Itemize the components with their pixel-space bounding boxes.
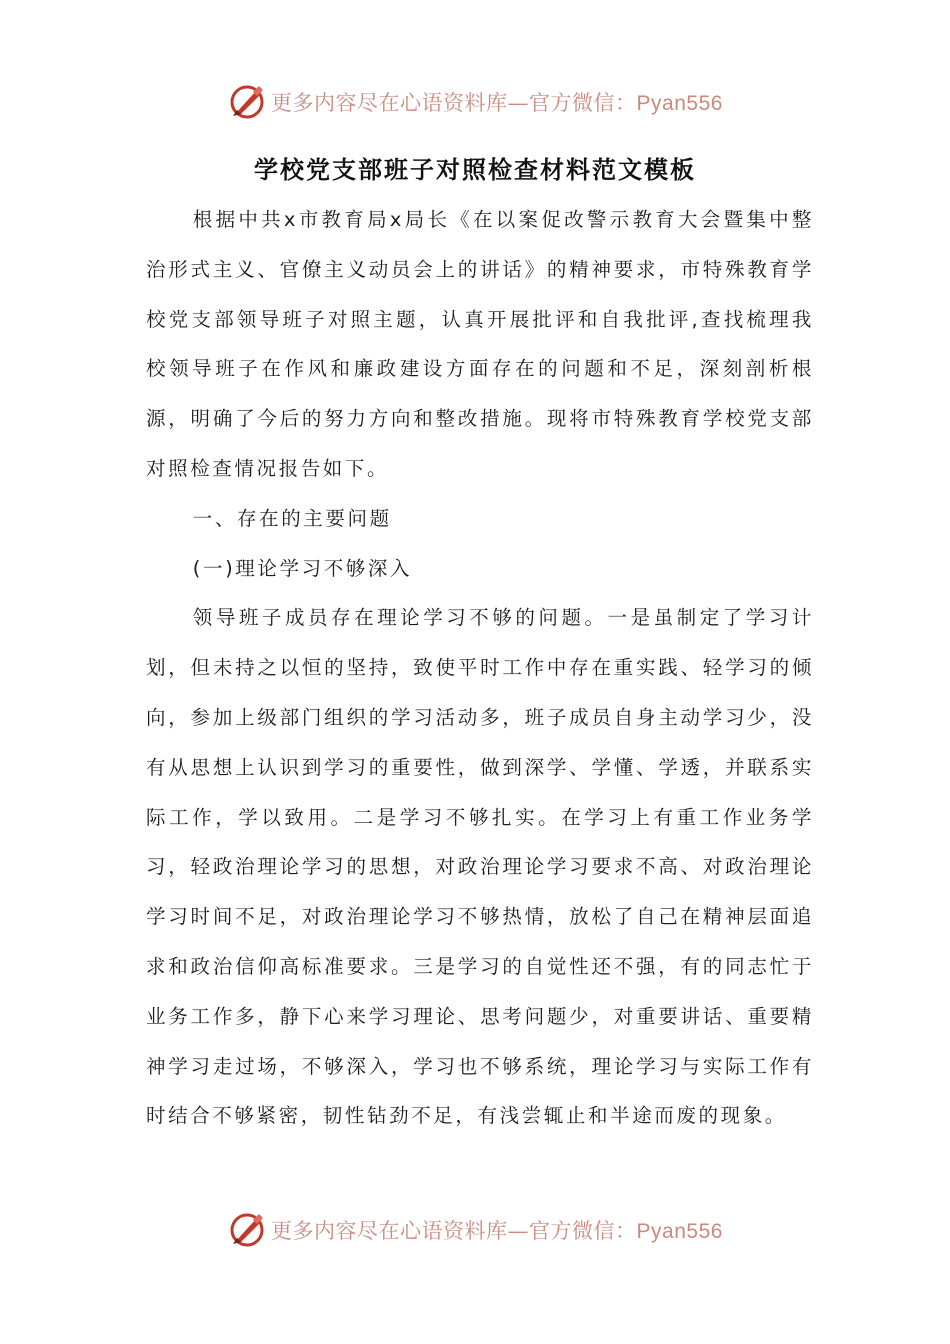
paragraph-body: 领导班子成员存在理论学习不够的问题。一是虽制定了学习计划，但未持之以恒的坚持，致使平时工作中存在重实践、轻学习的倾向，参加上级部门组织的学习活动多，班子成员自身主动学习少，没有从思想上认识到学习的重要性，做到深学、学懂、学透，并联系实际工作，学以致用。二是学习不够扎实。在学习上有重工作业务学习，轻政治理论学习的思想，对政治理论学习要求不高、对政治理论学习时间不足，对政治理论学习不够热情，放松了自己在精神层面追求和政治信仰高标准要求。三是学习的自觉性还不强，有的同志忙于业务工作多，静下心来学习理论、思考问题少，对重要讲话、重要精神学习走过场，不够深入，学习也不够系统，理论学习与实际工作有时结合不够紧密，韧性钻劲不足，有浅尝辄止和半途而废的现象。 — [146, 606, 814, 1128]
header-watermark-banner — [0, 80, 950, 124]
banner-text — [271, 87, 723, 117]
document-title: 学校党支部班子对照检查材料范文模板 — [254, 156, 696, 184]
document-body — [146, 195, 814, 1141]
paragraph-intro: 根据中共x市教育局x局长《在以案促改警示教育大会暨集中整治形式主义、官僚主义动员会上的讲话》的精神要求，市特殊教育学校党支部领导班子对照主题，认真开展批评和自我批评,查找梳理我校领导班子在作风和廉政建设方面存在的问题和不足，深刻剖析根源，明确了今后的努力方向和整改措施。现将市特殊教育学校党支部对照检查情况报告如下。 — [146, 208, 814, 480]
section-heading: 一、存在的主要问题 — [192, 506, 392, 530]
banner-brand-text: Pyan556 — [636, 92, 723, 115]
banner-cn-text: 更多内容尽在心语资料库—官方微信： — [271, 1219, 637, 1243]
footer-watermark-banner — [0, 1208, 950, 1252]
subsection-heading: (一)理论学习不够深入 — [192, 556, 413, 580]
banner-cn-text: 更多内容尽在心语资料库—官方微信： — [271, 91, 637, 115]
banner-brand-text: Pyan556 — [636, 1220, 723, 1243]
pen-logo-icon — [227, 82, 267, 122]
pen-logo-icon — [227, 1210, 267, 1250]
banner-text — [271, 1215, 723, 1245]
